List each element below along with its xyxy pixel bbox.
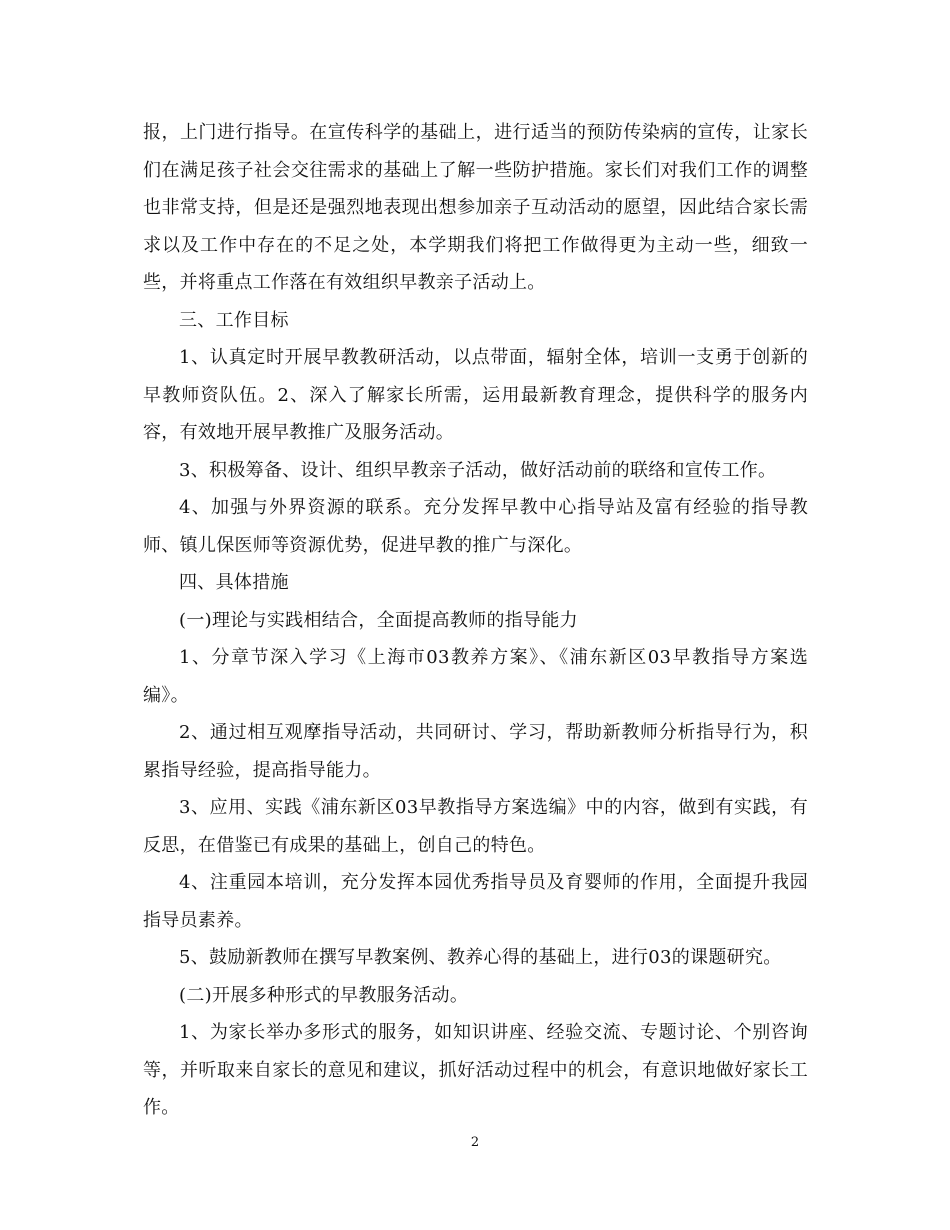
paragraph: 3、积极筹备、设计、组织早教亲子活动，做好活动前的联络和宣传工作。 [179, 459, 777, 481]
paragraph: 1、认真定时开展早教教研活动，以点带面，辐射全体，培训一支勇于创新的早教师资队伍。2、深入了解家长所需，运用最新教育理念，提供科学的服务内容，有效地开展早教推广及服务活动。 [143, 347, 808, 443]
paragraph: 4、注重园本培训，充分发挥本园优秀指导员及育婴师的作用，全面提升我园指导员素养。 [143, 872, 808, 931]
document-body [143, 114, 808, 1127]
paragraph: 2、通过相互观摩指导活动，共同研讨、学习，帮助新教师分析指导行为，积累指导经验，提高指导能力。 [143, 722, 808, 781]
paragraph: (一)理论与实践相结合，全面提高教师的指导能力 [179, 609, 578, 631]
paragraph: (二)开展多种形式的早教服务活动。 [179, 984, 469, 1006]
paragraph: 3、应用、实践《浦东新区03早教指导方案选编》中的内容，做到有实践，有反思，在借鉴已有成果的基础上，创自己的特色。 [143, 797, 808, 856]
paragraph: 1、分章节深入学习《上海市03教养方案》、《浦东新区03早教指导方案选编》。 [143, 647, 808, 706]
paragraph: 4、加强与外界资源的联系。充分发挥早教中心指导站及富有经验的指导教师、镇儿保医师等资源优势，促进早教的推广与深化。 [143, 497, 808, 556]
paragraph: 5、鼓励新教师在撰写早教案例、教养心得的基础上，进行03的课题研究。 [179, 947, 782, 968]
paragraph: 1、为家长举办多形式的服务，如知识讲座、经验交流、专题讨论、个别咨询等，并听取来自家长的意见和建议，抓好活动过程中的机会，有意识地做好家长工作。 [143, 1022, 808, 1118]
paragraph: 四、具体措施 [179, 572, 289, 593]
paragraph: 三、工作目标 [179, 309, 289, 331]
paragraph: 报，上门进行指导。在宣传科学的基础上，进行适当的预防传染病的宣传，让家长们在满足孩子社会交往需求的基础上了解一些防护措施。家长们对我们工作的调整也非常支持，但是还是强烈地表现出想参加亲子互动活动的愿望，因此结合家长需求以及工作中存在的不足之处，本学期我们将把工作做得更为主动一些，细致一些，并将重点工作落在有效组织早教亲子活动上。 [143, 122, 808, 293]
page-number: 2 [470, 1135, 480, 1150]
